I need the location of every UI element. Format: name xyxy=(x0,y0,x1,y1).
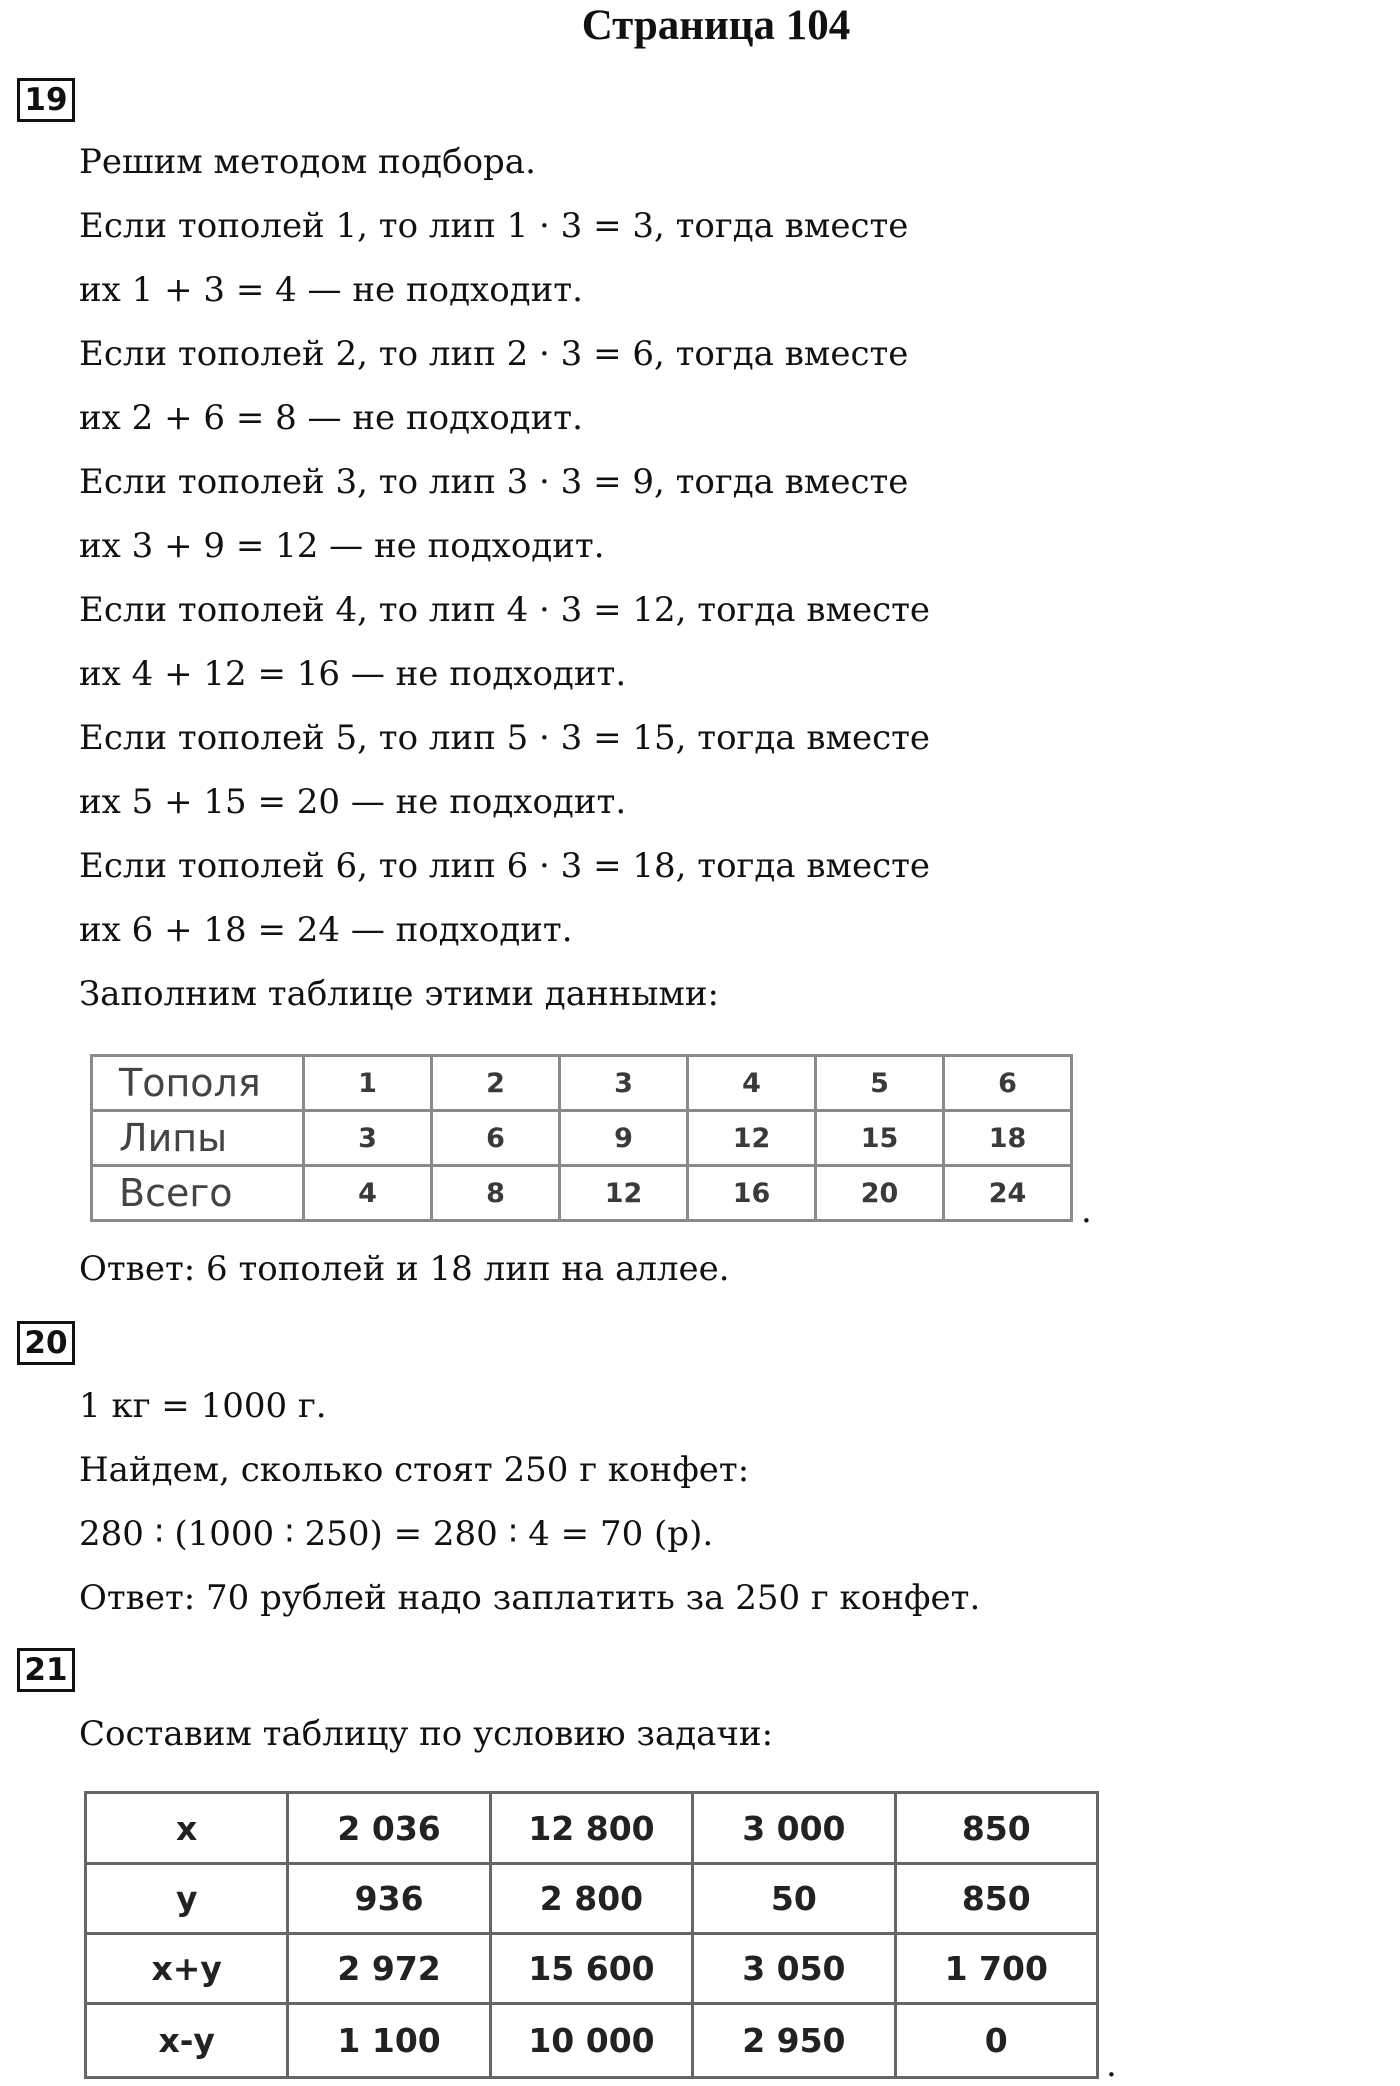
table-row xyxy=(86,2004,1098,2078)
task-20-solution xyxy=(79,1374,980,1630)
row-header: x xyxy=(86,1793,288,1864)
table-cell: 3 000 xyxy=(693,1793,895,1864)
table-cell: 0 xyxy=(895,2004,1097,2078)
table-end-period: . xyxy=(1081,1191,1092,1231)
table-cell: 4 xyxy=(304,1166,432,1221)
table-cell: 6 xyxy=(944,1056,1072,1111)
table-row xyxy=(92,1056,1072,1111)
table-row xyxy=(92,1111,1072,1166)
table-cell: 12 xyxy=(560,1166,688,1221)
table-cell: 12 xyxy=(688,1111,816,1166)
row-header: Тополя xyxy=(92,1056,304,1111)
table-row xyxy=(86,1864,1098,1934)
solution-line: их 5 + 15 = 20 — не подходит. xyxy=(79,782,627,822)
table-row xyxy=(86,1934,1098,2004)
table-cell: 5 xyxy=(816,1056,944,1111)
row-header: Липы xyxy=(92,1111,304,1166)
table-cell: 9 xyxy=(560,1111,688,1166)
solution-line: их 2 + 6 = 8 — не подходит. xyxy=(79,398,583,438)
table-cell: 24 xyxy=(944,1166,1072,1221)
task-21-solution xyxy=(79,1702,773,1766)
solution-line: Составим таблицу по условию задачи: xyxy=(79,1714,774,1754)
table-cell: 1 700 xyxy=(895,1934,1097,2004)
task-number-20: 20 xyxy=(17,1321,75,1365)
table-cell: 16 xyxy=(688,1166,816,1221)
solution-line: Заполним таблице этими данными: xyxy=(79,974,719,1014)
table-cell: 936 xyxy=(288,1864,490,1934)
solution-line: Если тополей 1, то лип 1 · 3 = 3, тогда вместе xyxy=(79,206,909,246)
solution-line: 1 кг = 1000 г. xyxy=(79,1386,327,1426)
solution-line: их 3 + 9 = 12 — не подходит. xyxy=(79,526,605,566)
solution-line: их 4 + 12 = 16 — не подходит. xyxy=(79,654,627,694)
table-cell: 2 036 xyxy=(288,1793,490,1864)
task-number-19: 19 xyxy=(17,78,75,122)
table-row xyxy=(92,1166,1072,1221)
task-number-21: 21 xyxy=(17,1648,75,1692)
table-cell: 2 972 xyxy=(288,1934,490,2004)
table-x-y xyxy=(84,1791,1099,2079)
table-cell: 4 xyxy=(688,1056,816,1111)
table-cell: 2 800 xyxy=(490,1864,692,1934)
table-cell: 3 050 xyxy=(693,1934,895,2004)
solution-line: их 6 + 18 = 24 — подходит. xyxy=(79,910,573,950)
table-row xyxy=(86,1793,1098,1864)
answer-line: Ответ: 70 рублей надо заплатить за 250 г конфет. xyxy=(79,1578,981,1618)
task-19-solution xyxy=(79,130,930,1026)
row-header: y xyxy=(86,1864,288,1934)
table-cell: 10 000 xyxy=(490,2004,692,2078)
row-header: Всего xyxy=(92,1166,304,1221)
table-cell: 1 100 xyxy=(288,2004,490,2078)
table-cell: 850 xyxy=(895,1793,1097,1864)
table-cell: 18 xyxy=(944,1111,1072,1166)
solution-line: Решим методом подбора. xyxy=(79,142,536,182)
table-cell: 15 xyxy=(816,1111,944,1166)
solution-line: Если тополей 2, то лип 2 · 3 = 6, тогда вместе xyxy=(79,334,909,374)
row-header: x-y xyxy=(86,2004,288,2078)
page-title: Страница 104 xyxy=(581,2,851,49)
solution-line: их 1 + 3 = 4 — не подходит. xyxy=(79,270,583,310)
answer-line: Ответ: 6 тополей и 18 лип на аллее. xyxy=(79,1249,730,1289)
solution-line: 280 ∶ (1000 ∶ 250) = 280 ∶ 4 = 70 (р). xyxy=(79,1514,714,1554)
table-cell: 50 xyxy=(693,1864,895,1934)
table-cell: 2 950 xyxy=(693,2004,895,2078)
table-cell: 20 xyxy=(816,1166,944,1221)
table-cell: 8 xyxy=(432,1166,560,1221)
table-cell: 2 xyxy=(432,1056,560,1111)
table-cell: 6 xyxy=(432,1111,560,1166)
table-cell: 15 600 xyxy=(490,1934,692,2004)
solution-line: Если тополей 5, то лип 5 · 3 = 15, тогда вместе xyxy=(79,718,931,758)
table-cell: 12 800 xyxy=(490,1793,692,1864)
solution-line: Если тополей 6, то лип 6 · 3 = 18, тогда вместе xyxy=(79,846,931,886)
solution-line: Если тополей 3, то лип 3 · 3 = 9, тогда вместе xyxy=(79,462,909,502)
table-cell: 3 xyxy=(560,1056,688,1111)
table-cell: 850 xyxy=(895,1864,1097,1934)
table-cell: 1 xyxy=(304,1056,432,1111)
table-poplars-lindens xyxy=(90,1054,1073,1222)
solution-line: Если тополей 4, то лип 4 · 3 = 12, тогда вместе xyxy=(79,590,931,630)
table-cell: 3 xyxy=(304,1111,432,1166)
table-end-period: . xyxy=(1106,2045,1117,2085)
solution-line: Найдем, сколько стоят 250 г конфет: xyxy=(79,1450,750,1490)
row-header: x+y xyxy=(86,1934,288,2004)
task-19-answer xyxy=(79,1237,730,1301)
